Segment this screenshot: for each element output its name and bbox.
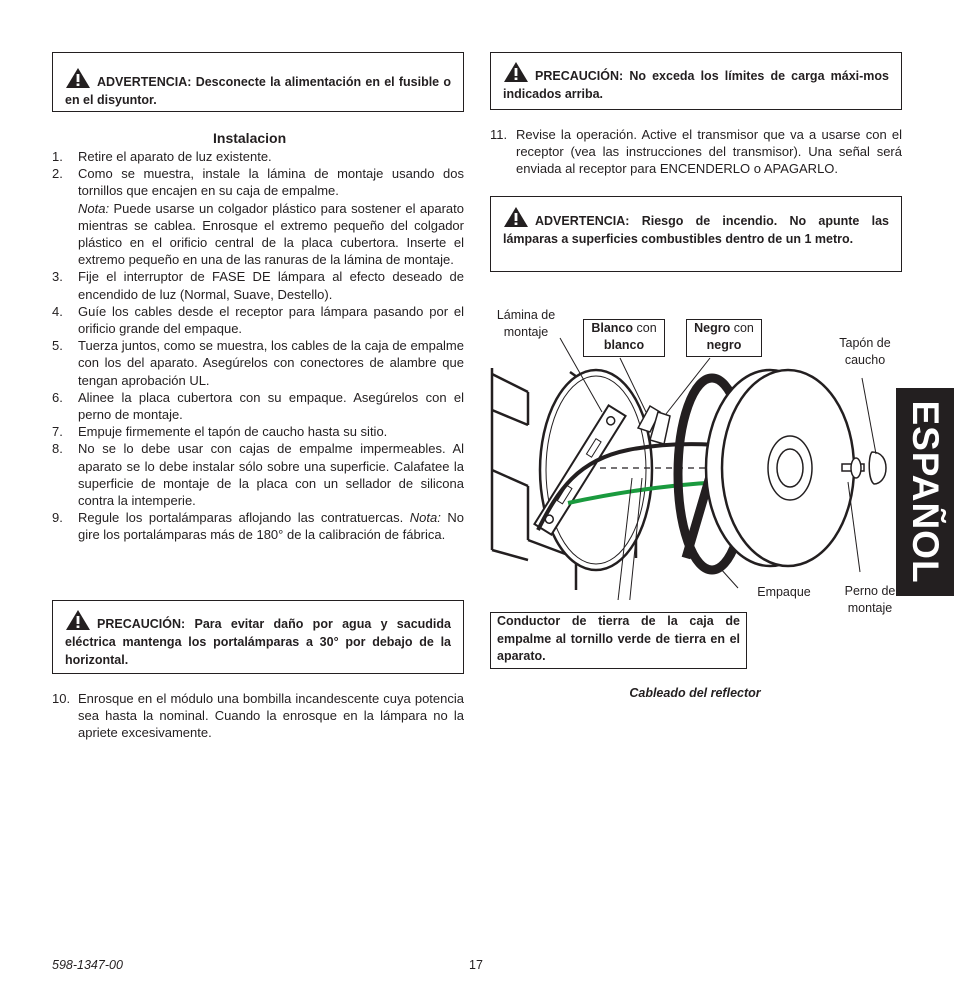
step-10	[52, 690, 464, 742]
list-item: 11. Revise la operación. Active el transmisor que va a usarse con el receptor (vea las instrucciones del transmisor). Una señal será enviada al receptor para ENCENDERLO o APAGARLO.	[490, 127, 902, 177]
warning-fire-box	[490, 196, 902, 272]
caution-text: No exceda los límites de carga máxi-mos indicados arriba.	[503, 69, 889, 101]
list-item: 9. Regule los portalámparas aflojando las contratuercas. Nota: No gire los portalámparas más de 180° de la calibración de fábrica.	[52, 510, 464, 543]
label-white-with-white: Blanco con blanco	[583, 319, 665, 357]
list-item: 10. Enrosque en el módulo una bombilla incandescente cuya potencia sea hasta la nominal. Cuando la enrosque en la lámpara no la apriete excesivamente.	[52, 691, 464, 741]
part-number: 598-1347-00	[52, 958, 123, 972]
caution-load-box	[490, 52, 902, 110]
step-11	[490, 126, 902, 178]
warning-icon	[65, 67, 91, 89]
warning-disconnect-box	[52, 52, 464, 112]
warning-label: ADVERTENCIA:	[97, 75, 192, 89]
caution-text: Para evitar daño por agua y sacudida eléctrica mantenga los portalámparas a 30° por debajo de la horizontal.	[65, 617, 451, 667]
warning-icon	[65, 609, 91, 631]
list-item: 2. Como se muestra, instale la lámina de montaje usando dos tornillos que encajen en su caja de empalme. Nota: Puede usarse un colgador plástico para sostener el aparato mientras se cablea. Enrosque el extremo pequeño del colgador plástico en el orificio central de la placa cubertora. Inserte el extremo pequeño en una de las ranuras de la lámina de montaje.	[52, 166, 465, 268]
warning-icon	[503, 61, 529, 83]
section-title: Instalacion	[213, 130, 287, 146]
list-item: 8. No se lo debe usar con cajas de empalme impermeables. Al aparato se lo debe instalar sólo sobre una superficie. Calafatee la superficie de montaje de la placa con un sellador de silicona contra la intemperie.	[52, 441, 464, 509]
list-item: 5. Tuerza juntos, como se muestra, los cables de la caja de empalme con los del aparato. Asegúrelos con conectores de alambre que tengan aprobación UL.	[52, 338, 464, 388]
diagram-caption: Cableado del reflector	[629, 686, 761, 700]
label-black-with-black: Negro con negro	[686, 319, 762, 357]
install-steps-list	[52, 148, 464, 544]
warning-label: ADVERTENCIA:	[535, 214, 630, 228]
warning-icon	[503, 206, 529, 228]
page-number: 17	[469, 958, 483, 972]
list-item: 3. Fije el interruptor de FASE DE lámpara al efecto deseado de encendido de luz (Normal, Suave, Destello).	[52, 269, 464, 302]
label-ground-conductor: Conductor de tierra de la caja de empalme al tornillo verde de tierra en el aparato.	[490, 612, 747, 669]
label-rubber-plug: Tapón de caucho	[839, 336, 891, 367]
cover-plate-back	[540, 370, 652, 570]
list-item: 1. Retire el aparato de luz existente.	[52, 149, 272, 164]
list-item: 6. Alinee la placa cubertora con su empaque. Asegúrelos con el perno de montaje.	[52, 389, 464, 423]
list-item: 4. Guíe los cables desde el receptor para lámpara pasando por el orificio grande del empaque.	[52, 303, 464, 337]
label-gasket: Empaque	[757, 585, 811, 599]
caution-label: PRECAUCIÓN:	[535, 69, 624, 83]
caution-label: PRECAUCIÓN:	[97, 617, 186, 631]
warning-text: Desconecte la alimentación en el fusible o en el disyuntor.	[65, 75, 451, 107]
list-item: 7. Empuje firmemente el tapón de caucho hasta su sitio.	[52, 424, 388, 440]
label-mounting-bolt: Perno de montaje	[844, 584, 896, 615]
rubber-plug	[869, 452, 886, 484]
language-tab	[896, 388, 954, 596]
caution-water-box	[52, 600, 464, 674]
language-tab-label: ESPAÑOL	[905, 400, 946, 584]
label-mounting-strap: Lámina de montaje	[496, 308, 556, 339]
warning-text: Riesgo de incendio. No apunte las lámparas a superficies combustibles dentro de un 1 metro.	[503, 214, 889, 246]
